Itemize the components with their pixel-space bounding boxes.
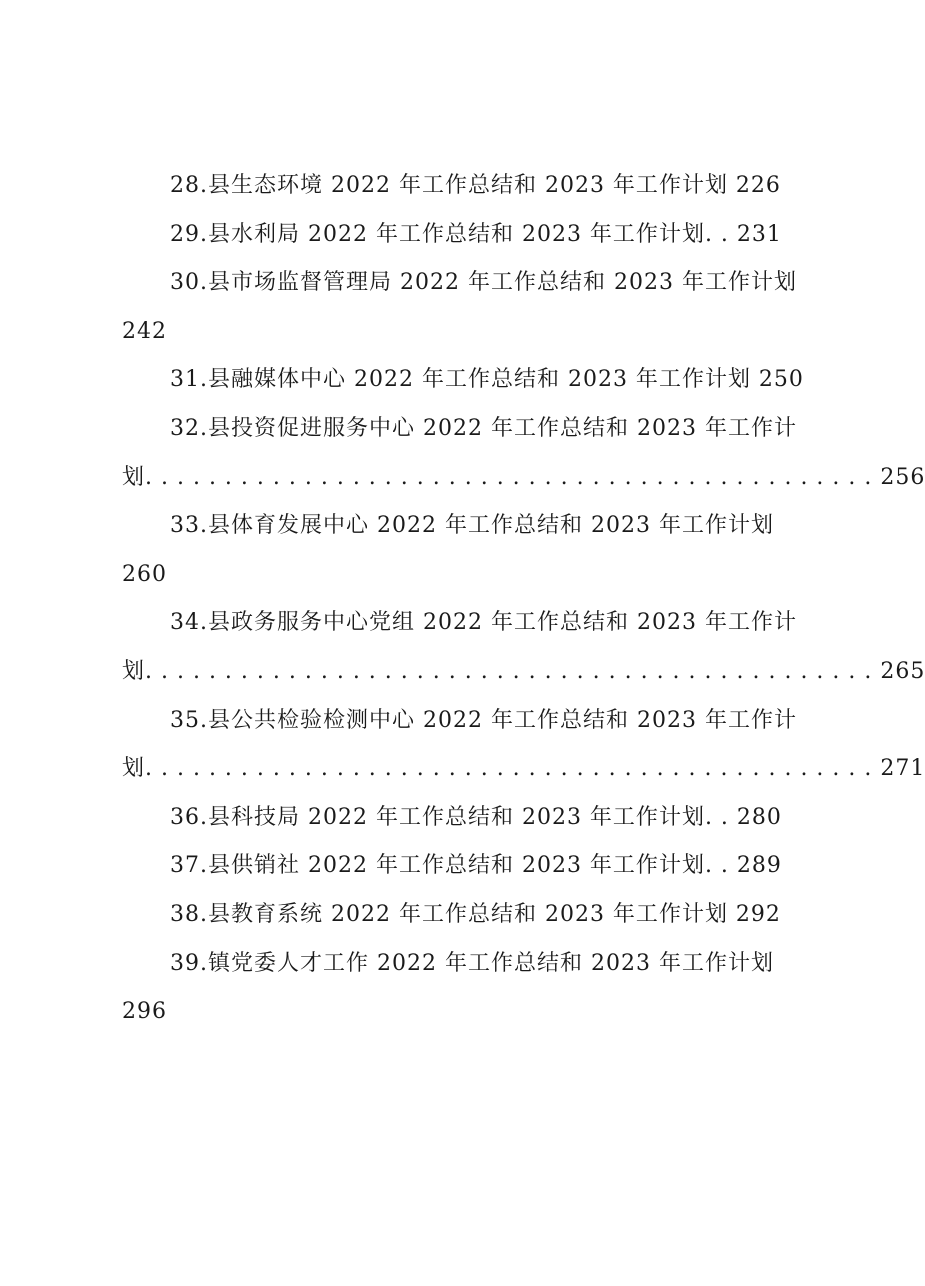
toc-entry-33: 33.县体育发展中心 2022 年工作总结和 2023 年工作计划 [170,513,774,539]
toc-entry-29: 29.县水利局 2022 年工作总结和 2023 年工作计划. . 231 [170,221,782,247]
toc-entry-35-continuation: 划. . . . . . . . . . . . . . . . . . . . . . . . . . . . . . . . . . . . . . . . . . . . . . 271 [122,756,925,782]
toc-entry-33-page: 260 [122,561,167,587]
table-of-contents [122,162,925,1037]
toc-entry-34: 34.县政务服务中心党组 2022 年工作总结和 2023 年工作计 [170,610,797,636]
toc-entry-38: 38.县教育系统 2022 年工作总结和 2023 年工作计划 292 [170,901,781,927]
toc-entry-35: 35.县公共检验检测中心 2022 年工作总结和 2023 年工作计 [170,707,797,733]
toc-entry-37: 37.县供销社 2022 年工作总结和 2023 年工作计划. . 289 [170,853,782,879]
toc-entry-39-page: 296 [122,999,167,1025]
toc-entry-28: 28.县生态环境 2022 年工作总结和 2023 年工作计划 226 [170,173,781,198]
toc-entry-36: 36.县科技局 2022 年工作总结和 2023 年工作计划. . 280 [170,804,782,830]
toc-entry-30: 30.县市场监督管理局 2022 年工作总结和 2023 年工作计划 [170,270,797,296]
toc-entry-30-page: 242 [122,318,167,344]
toc-entry-32-continuation: 划. . . . . . . . . . . . . . . . . . . . . . . . . . . . . . . . . . . . . . . . . . . . . . 256 [122,464,925,490]
toc-entry-39: 39.镇党委人才工作 2022 年工作总结和 2023 年工作计划 [170,950,774,976]
toc-entry-32: 32.县投资促进服务中心 2022 年工作总结和 2023 年工作计 [170,415,797,441]
toc-entry-31: 31.县融媒体中心 2022 年工作总结和 2023 年工作计划 250 [170,367,804,393]
toc-entry-34-continuation: 划. . . . . . . . . . . . . . . . . . . . . . . . . . . . . . . . . . . . . . . . . . . . . . 265 [122,658,925,684]
